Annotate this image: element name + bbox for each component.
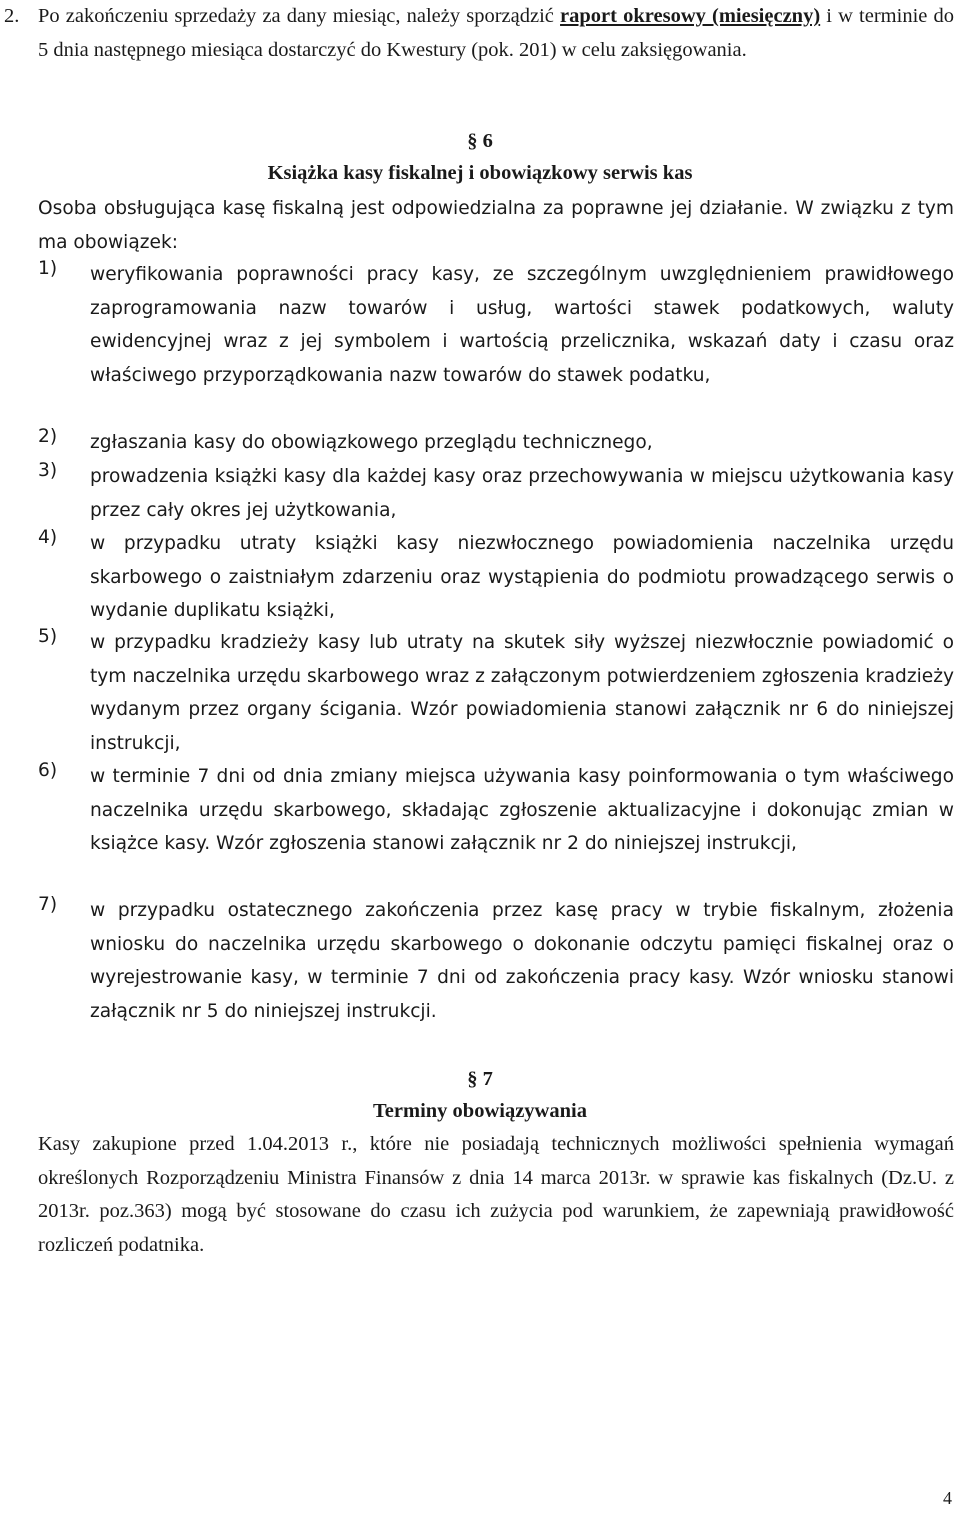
list-item-text: w terminie 7 dni od dnia zmiany miejsca używania kasy poinformowania o tym właściwego naczelnika urzędu skarbowego, składając zgłoszenie aktualizacyjne i dokonując zmian w książce kasy. Wzór zgłoszenia stanowi załącznik nr 2 do niniejszej instrukcji,: [90, 766, 954, 855]
section-7-title: Terminy obowiązywania: [373, 1100, 587, 1122]
list-item-text: zgłaszania kasy do obowiązkowego przeglądu technicznego,: [90, 432, 653, 453]
list-item-text: weryfikowania poprawności pracy kasy, ze szczególnym uwzględnieniem prawidłowego zaprogramowania nazw towarów i usług, wartości stawek podatkowych, waluty ewidencyjnej wraz z jej symbolem i wartością przelicznika, wskazań daty i czasu oraz właściwego przyporządkowania nazw towarów do stawek podatku,: [90, 264, 954, 386]
list-item-5: [38, 626, 954, 760]
list-item-text: w przypadku ostatecznego zakończenia przez kasę pracy w trybie fiskalnym, złożenia wniosku do naczelnika urzędu skarbowego o dokonanie odczytu pamięci fiskalnej oraz o wyrejestrowanie kasy, w terminie 7 dni od zakończenia pracy kasy. Wzór wniosku stanowi załącznik nr 5 do niniejszej instrukcji.: [90, 900, 954, 1022]
section-6-lead: Osoba obsługująca kasę fiskalną jest odpowiedzialna za poprawne jej działanie. W związku z tym ma obowiązek:: [38, 198, 954, 253]
list-item-number: 3): [38, 460, 58, 481]
list-item-7: [38, 894, 954, 1028]
intro-report-name: raport okresowy (miesięczny): [560, 5, 821, 27]
list-item-text: w przypadku kradzieży kasy lub utraty na skutek siły wyższej niezwłocznie powiadomić o tym naczelnika urzędu skarbowego wraz z załączonym potwierdzeniem zgłoszenia kradzieży wydanym przez organy ścigania. Wzór powiadomienia stanowi załącznik nr 6 do niniejszej instrukcji,: [90, 632, 954, 754]
list-item-number: 2): [38, 426, 58, 447]
section-6-symbol: § 6: [467, 130, 493, 152]
list-item-number: 4): [38, 527, 58, 548]
section-7-body: Kasy zakupione przed 1.04.2013 r., które nie posiadają technicznych możliwości spełnienia wymagań określonych Rozporządzeniu Ministra Finansów z dnia 14 marca 2013r. w sprawie kas fiskalnych (Dz.U. z 2013r. poz.363) mogą być stosowane do czasu ich zużycia pod warunkiem, że zapewniają prawidłowość rozliczeń podatnika.: [38, 1133, 954, 1256]
list-item-number: 6): [38, 760, 58, 781]
list-item-number: 1): [38, 258, 58, 279]
intro-number: 2.: [4, 5, 20, 27]
intro-text-b: i w terminie do 5 dnia następnego miesiąca dostarczyć do Kwestury (pok. 201) w celu zaksięgowania.: [38, 5, 954, 61]
page-number: 4: [943, 1488, 952, 1508]
list-item-text: w przypadku utraty książki kasy niezwłocznego powiadomienia naczelnika urzędu skarbowego o zaistniałym zdarzeniu oraz wystąpienia do podmiotu prowadzącego serwis o wydanie duplikatu książki,: [90, 533, 954, 622]
list-item-2: [38, 426, 954, 460]
intro-text-a: Po zakończeniu sprzedaży za dany miesiąc, należy sporządzić: [38, 5, 561, 27]
list-item-1: [38, 258, 954, 392]
list-item-3: [38, 460, 954, 527]
list-item-number: 5): [38, 626, 58, 647]
section-6-title: Książka kasy fiskalnej i obowiązkowy serwis kas: [267, 162, 693, 184]
list-item-number: 7): [38, 894, 58, 915]
intro-paragraph: [38, 0, 954, 67]
list-item-6: [38, 760, 954, 861]
section-7-symbol: § 7: [467, 1068, 493, 1090]
list-item-text: prowadzenia książki kasy dla każdej kasy oraz przechowywania w miejscu użytkowania kasy przez cały okres jej użytkowania,: [90, 466, 954, 521]
list-item-4: [38, 527, 954, 628]
